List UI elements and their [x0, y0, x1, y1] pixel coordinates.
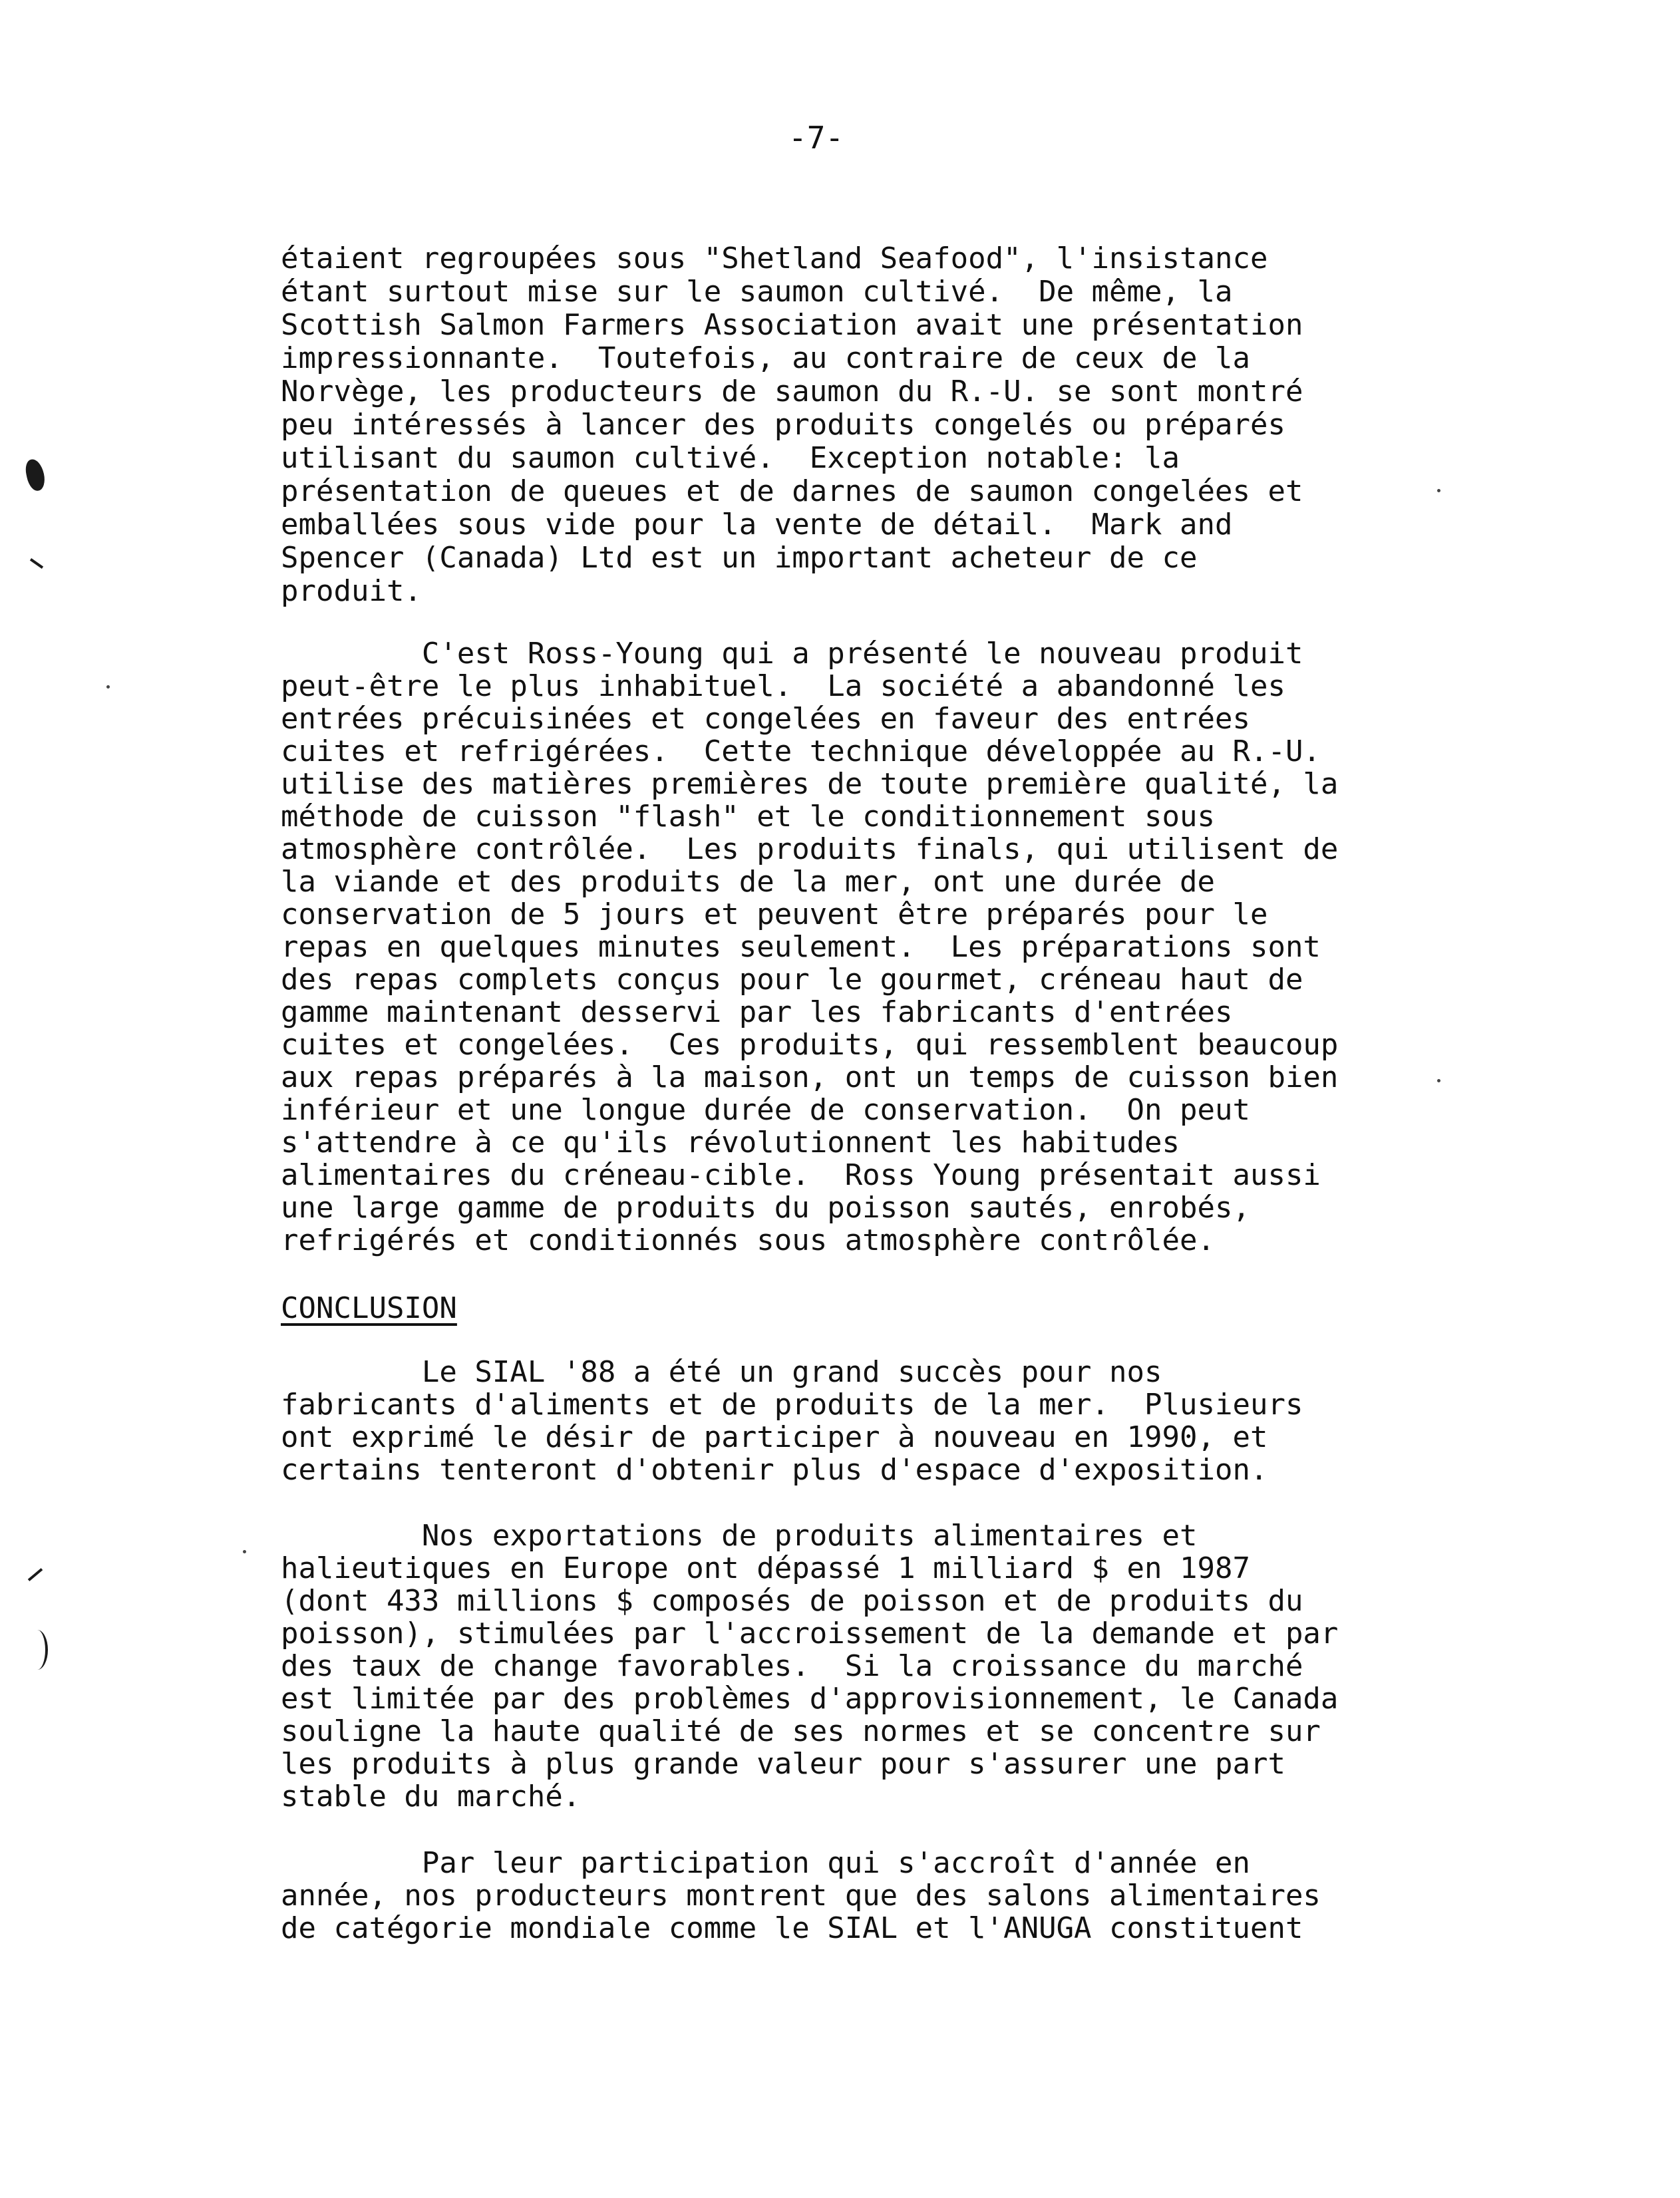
text-line: gamme maintenant desservi par les fabricants d'entrées: [281, 995, 1233, 1029]
text-line: utilise des matières premières de toute première qualité, la: [281, 767, 1339, 801]
text-line: Norvège, les producteurs de saumon du R.-U. se sont montré: [281, 375, 1303, 408]
text-line: Le SIAL '88 a été un grand succès pour nos: [281, 1355, 1162, 1389]
text-line: atmosphère contrôlée. Les produits finals, qui utilisent de: [281, 832, 1339, 866]
text-line: souligne la haute qualité de ses normes et se concentre sur: [281, 1714, 1321, 1748]
text-line: poisson), stimulées par l'accroissement de la demande et par: [281, 1617, 1339, 1650]
text-line: inférieur et une longue durée de conservation. On peut: [281, 1093, 1250, 1127]
text-line: fabricants d'aliments et de produits de la mer. Plusieurs: [281, 1388, 1303, 1422]
text-line: s'attendre à ce qu'ils révolutionnent les habitudes: [281, 1126, 1180, 1160]
scan-speck: [106, 685, 110, 689]
text-line: ont exprimé le désir de participer à nouveau en 1990, et: [281, 1420, 1268, 1454]
text-line: (dont 433 millions $ composés de poisson et de produits du: [281, 1584, 1303, 1618]
scan-speck: [243, 1550, 246, 1553]
text-line: cuites et congelées. Ces produits, qui ressemblent beaucoup: [281, 1028, 1339, 1062]
pen-tick-mark: [28, 1568, 43, 1581]
page-number: -7-: [788, 120, 844, 156]
text-line: Spencer (Canada) Ltd est un important acheteur de ce: [281, 541, 1198, 575]
text-line: étant surtout mise sur le saumon cultivé. De même, la: [281, 275, 1233, 309]
text-line: C'est Ross-Young qui a présenté le nouveau produit: [281, 637, 1303, 671]
text-line: année, nos producteurs montrent que des salons alimentaires: [281, 1879, 1321, 1913]
text-line: produit.: [281, 574, 422, 608]
text-line: Nos exportations de produits alimentaires et: [281, 1519, 1198, 1553]
text-line: entrées précuisinées et congelées en faveur des entrées: [281, 702, 1250, 736]
text-line: des repas complets conçus pour le gourmet, créneau haut de: [281, 963, 1303, 997]
text-line: certains tenteront d'obtenir plus d'espace d'exposition.: [281, 1453, 1268, 1487]
scan-speck: [1437, 1079, 1440, 1082]
scan-speck: [1437, 489, 1440, 492]
text-line: Scottish Salmon Farmers Association avait une présentation: [281, 308, 1303, 342]
text-line: étaient regroupées sous "Shetland Seafood", l'insistance: [281, 241, 1268, 275]
text-line: repas en quelques minutes seulement. Les préparations sont: [281, 930, 1321, 964]
text-line: utilisant du saumon cultivé. Exception notable: la: [281, 441, 1180, 475]
pen-tick-mark: [30, 558, 43, 569]
text-line: les produits à plus grande valeur pour s'assurer une part: [281, 1747, 1285, 1781]
text-line: méthode de cuisson "flash" et le conditionnement sous: [281, 800, 1215, 834]
ink-blot-mark: [23, 458, 47, 492]
text-line: cuites et refrigérées. Cette technique développée au R.-U.: [281, 734, 1321, 768]
text-line: une large gamme de produits du poisson sautés, enrobés,: [281, 1191, 1250, 1225]
text-line: stable du marché.: [281, 1780, 581, 1813]
text-line: halieutiques en Europe ont dépassé 1 milliard $ en 1987: [281, 1551, 1250, 1585]
text-line: aux repas préparés à la maison, ont un temps de cuisson bien: [281, 1060, 1339, 1094]
pen-curve-mark: [27, 1630, 48, 1670]
text-line: impressionnante. Toutefois, au contraire de ceux de la: [281, 341, 1250, 375]
text-line: alimentaires du créneau-cible. Ross Young présentait aussi: [281, 1158, 1321, 1192]
text-line: conservation de 5 jours et peuvent être préparés pour le: [281, 897, 1268, 931]
text-line: présentation de queues et de darnes de saumon congelées et: [281, 474, 1303, 508]
text-line: la viande et des produits de la mer, ont une durée de: [281, 865, 1215, 899]
text-line: emballées sous vide pour la vente de détail. Mark and: [281, 508, 1233, 542]
text-line: des taux de change favorables. Si la croissance du marché: [281, 1649, 1303, 1683]
text-line: Par leur participation qui s'accroît d'année en: [281, 1846, 1250, 1880]
text-line: de catégorie mondiale comme le SIAL et l'ANUGA constituent: [281, 1911, 1303, 1945]
text-line: peut-être le plus inhabituel. La société a abandonné les: [281, 669, 1285, 703]
section-heading: CONCLUSION: [281, 1291, 457, 1325]
text-line: refrigérés et conditionnés sous atmosphère contrôlée.: [281, 1223, 1215, 1257]
text-line: est limitée par des problèmes d'approvisionnement, le Canada: [281, 1682, 1339, 1716]
text-line: peu intéressés à lancer des produits congelés ou préparés: [281, 408, 1285, 442]
